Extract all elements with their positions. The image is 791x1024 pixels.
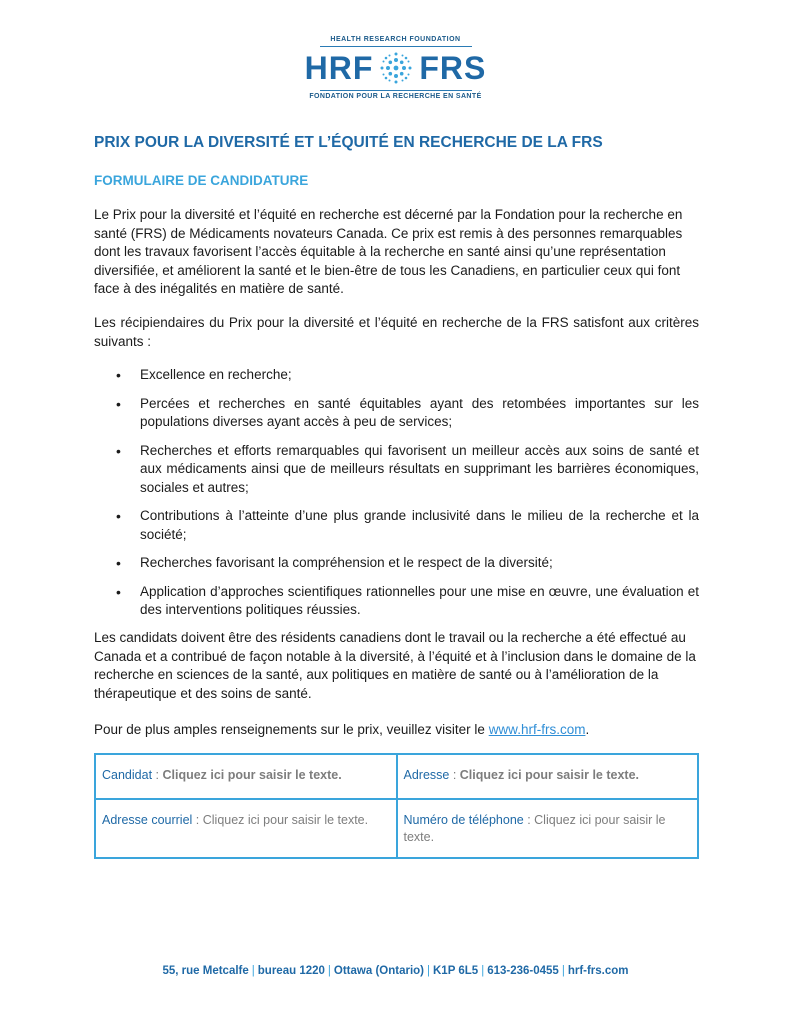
intro-paragraph: Le Prix pour la diversité et l’équité en recherche est décerné par la Fondation pour la recherche en santé (FRS) de Médicaments novateurs Canada. Ce prix est remis à des personnes remarquables dont les travaux favorisent l’accès équitable à la recherche en santé ainsi qu’une représentation diversifiée, et améliorent la santé et le bien-être de tous les Canadiens, en particulier ceux qui font face à des inégalités en matière de santé. [94,207,683,296]
footer-separator: | [251,965,255,977]
candidat-label: Candidat [102,768,153,782]
criteria-item: • Excellence en recherche; [94,366,699,385]
field-separator: : [523,813,535,827]
field-separator: : [152,768,163,782]
logo-top-text: HEALTH RESEARCH FOUNDATION [330,36,461,43]
telephone-field[interactable]: Cliquez ici pour saisir le texte. [403,813,666,844]
footer-address [0,965,791,977]
logo-bottom-text: FONDATION POUR LA RECHERCHE EN SANTÉ [309,93,482,100]
candidat-field[interactable]: Cliquez ici pour saisir le texte. [162,768,342,782]
criteria-item: • Recherches et efforts remarquables qui favorisent un meilleur accès aux soins de santé et aux médicaments ainsi que de meilleurs résultats en supprimant les barrières économiques, sociales et autres; [94,442,699,498]
courriel-field[interactable]: Cliquez ici pour saisir le texte. [202,813,369,827]
website-link[interactable]: www.hrf-frs.com [488,722,586,737]
footer-postal: K1P 6L5 [433,965,479,977]
footer-suite: bureau 1220 [257,965,325,977]
criteria-item: • Application d’approches scientifiques rationnelles pour une mise en œuvre, une évaluation et des interventions politiques réussies. [94,583,699,620]
adresse-label: Adresse [403,768,450,782]
candidat-cell[interactable] [95,754,397,799]
burst-icon [379,51,413,85]
footer-separator: | [561,965,565,977]
footer-separator: | [327,965,331,977]
footer-street: 55, rue Metcalfe [162,965,249,977]
footer-separator: | [481,965,485,977]
adresse-field[interactable]: Cliquez ici pour saisir le texte. [459,768,640,782]
criteria-list [94,366,699,630]
logo-top-rule [320,46,472,47]
logo [0,36,791,100]
criteria-item: • Recherches favorisant la compréhension et le respect de la diversité; [94,554,699,573]
more-info-paragraph [94,721,699,740]
criteria-intro-paragraph: Les récipiendaires du Prix pour la diversité et l’équité en recherche de la FRS satisfont aux critères suivants : [94,315,699,349]
footer-separator: | [427,965,430,977]
more-info-end: . [585,722,590,737]
form-subtitle: FORMULAIRE DE CANDIDATURE [94,173,309,188]
footer-city: Ottawa (Ontario) [333,965,424,977]
field-separator: : [449,768,460,782]
logo-word-hrf: HRF [304,50,374,86]
courriel-cell[interactable] [95,799,397,858]
eligibility-paragraph: Les candidats doivent être des résidents canadiens dont le travail ou la recherche a été effectué au Canada et a contribué de façon notable à la diversité, à l’équité et à l’inclusion dans le domaine de la recherche en sciences de la santé, aux politiques en matière de santé ou à l’amélioration de la thérapeutique et des soins de santé. [94,630,696,701]
page-title: PRIX POUR LA DIVERSITÉ ET L’ÉQUITÉ EN RECHERCHE DE LA FRS [94,134,603,151]
footer-phone: 613-236-0455 [487,965,559,977]
telephone-label: Numéro de téléphone [403,813,524,827]
more-info-text: Pour de plus amples renseignements sur le prix, veuillez visiter le [94,722,489,737]
footer-web: hrf-frs.com [567,965,629,977]
telephone-cell[interactable] [397,799,699,858]
logo-main [0,49,791,87]
adresse-cell[interactable] [397,754,699,799]
field-separator: : [192,813,203,827]
criteria-item: • Percées et recherches en santé équitables ayant des retombées importantes sur les populations diverses ayant accès à peu de services; [94,395,699,432]
criteria-item: • Contributions à l’atteinte d’une plus grande inclusivité dans le milieu de la recherche et la société; [94,507,699,544]
logo-bottom-rule [320,90,472,91]
courriel-label: Adresse courriel [102,813,193,827]
logo-word-frs: FRS [419,50,487,86]
application-form-table [94,753,699,859]
